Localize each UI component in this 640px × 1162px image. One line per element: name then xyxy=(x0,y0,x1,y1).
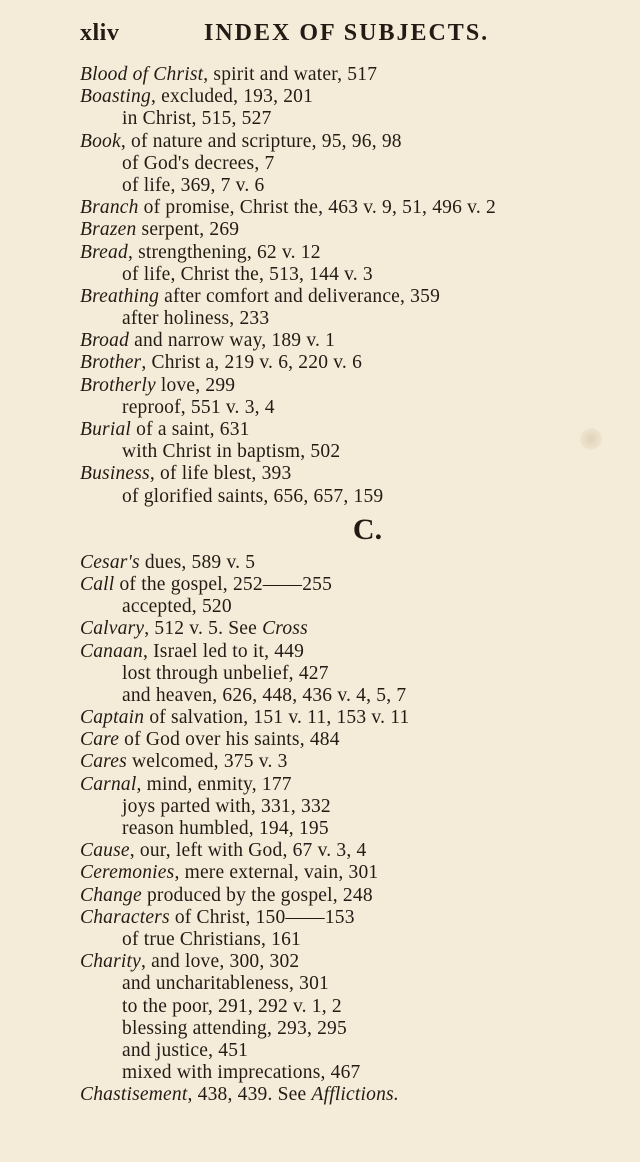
entry-references: of Christ, 150——153 xyxy=(169,906,355,928)
entry-references: , Christ a, 219 v. 6, 220 v. 6 xyxy=(141,352,363,374)
entry-term: Calvary xyxy=(80,618,145,640)
entry-term: Bread xyxy=(80,241,128,263)
entry-references: , our, left with God, 67 v. 3, 4 xyxy=(129,840,367,862)
entry-term: Care xyxy=(80,729,120,751)
index-entry xyxy=(80,707,625,729)
running-title: INDEX OF SUBJECTS. xyxy=(204,20,490,46)
entry-references: , 438, 439. See xyxy=(187,1084,312,1106)
index-entry xyxy=(80,552,625,574)
entry-references: serpent, 269 xyxy=(136,219,240,241)
index-entry xyxy=(80,219,625,241)
index-entry xyxy=(80,64,625,86)
entry-references: , Israel led to it, 449 xyxy=(142,640,305,662)
index-subentry: joys parted with, 331, 332 xyxy=(122,795,331,817)
index-subentry: of life, 369, 7 v. 6 xyxy=(122,174,265,196)
index-entry xyxy=(80,463,625,485)
entry-term: Boasting xyxy=(80,86,151,108)
index-subentry: and heaven, 626, 448, 436 v. 4, 5, 7 xyxy=(122,684,407,706)
entry-term: Business xyxy=(80,463,150,485)
index-subentry: of God's decrees, 7 xyxy=(122,152,275,174)
entry-references: after comfort and deliverance, 359 xyxy=(159,285,441,307)
index-entry xyxy=(80,574,625,596)
index-entry xyxy=(80,419,625,441)
entry-term: Change xyxy=(80,884,142,906)
entry-term: Breathing xyxy=(80,285,160,307)
entry-references: of the gospel, 252——255 xyxy=(114,573,333,595)
entry-term: Cesar's xyxy=(80,551,140,573)
entry-references: , of life blest, 393 xyxy=(149,463,292,485)
entry-references: dues, 589 v. 5 xyxy=(139,551,256,573)
cross-reference-term: Afflictions. xyxy=(311,1084,399,1106)
entry-term: Blood of Christ xyxy=(80,64,204,85)
entry-term: Branch xyxy=(80,197,139,219)
entry-term: Chastisement xyxy=(80,1084,188,1106)
entry-references: , strengthening, 62 v. 12 xyxy=(127,241,321,263)
letter-heading-c: C. xyxy=(352,512,383,546)
entry-term: Cause xyxy=(80,840,130,862)
entry-term: Cares xyxy=(80,751,127,773)
index-entry xyxy=(80,618,625,640)
index-entry xyxy=(80,86,625,108)
index-entry xyxy=(80,951,625,973)
entry-references: , of nature and scripture, 95, 96, 98 xyxy=(120,130,402,152)
index-entry xyxy=(80,862,625,884)
cross-reference-term: Cross xyxy=(262,618,308,640)
entry-references: of promise, Christ the, 463 v. 9, 51, 496 v. 2 xyxy=(138,197,496,219)
index-subentry: and uncharitableness, 301 xyxy=(122,973,329,995)
index-subentry: and justice, 451 xyxy=(122,1039,249,1061)
index-subentry: of glorified saints, 656, 657, 159 xyxy=(122,485,384,507)
index-entry xyxy=(80,286,625,308)
paper-stain xyxy=(580,428,602,450)
entry-term: Charity xyxy=(80,951,141,973)
entry-term: Captain xyxy=(80,707,145,729)
running-header xyxy=(80,18,620,52)
index-entry xyxy=(80,840,625,862)
index-subentry: with Christ in baptism, 502 xyxy=(122,441,341,463)
index-entry xyxy=(80,641,625,663)
entry-references: , spirit and water, 517 xyxy=(203,64,378,85)
index-entry xyxy=(80,1084,625,1106)
entry-term: Ceremonies xyxy=(80,862,175,884)
entry-references: , and love, 300, 302 xyxy=(141,951,300,973)
index-subentry: of life, Christ the, 513, 144 v. 3 xyxy=(122,263,373,285)
index-subentry: reason humbled, 194, 195 xyxy=(122,818,329,839)
index-subentry: accepted, 520 xyxy=(122,596,232,618)
index-entry xyxy=(80,197,625,219)
entry-references: , excluded, 193, 201 xyxy=(150,86,314,108)
entry-term: Burial xyxy=(80,419,132,440)
entry-references: and narrow way, 189 v. 1 xyxy=(129,330,336,352)
entry-term: Carnal xyxy=(80,773,137,795)
index-entry xyxy=(80,375,625,397)
entry-term: Book xyxy=(80,130,121,152)
entry-term: Brother xyxy=(80,352,142,374)
index-entry xyxy=(80,131,625,153)
index-subentry: in Christ, 515, 527 xyxy=(122,108,272,130)
entry-term: Characters xyxy=(80,906,170,928)
entry-references: of God over his saints, 484 xyxy=(119,729,340,751)
entry-references: of a saint, 631 xyxy=(131,419,250,440)
entry-references: love, 299 xyxy=(155,374,236,396)
index-entry xyxy=(80,729,625,751)
index-subentry: after holiness, 233 xyxy=(122,308,270,330)
index-section-b xyxy=(80,64,625,508)
entry-term: Call xyxy=(80,573,115,595)
entry-references: , mere external, vain, 301 xyxy=(174,862,379,884)
entry-term: Brotherly xyxy=(80,374,156,396)
index-entry xyxy=(80,352,625,374)
index-section-c xyxy=(80,552,625,1107)
entry-references: welcomed, 375 v. 3 xyxy=(126,751,288,773)
index-entry xyxy=(80,330,625,352)
index-entry xyxy=(80,242,625,264)
page-number: xliv xyxy=(80,20,120,46)
entry-references: , 512 v. 5. See xyxy=(144,618,263,640)
entry-term: Brazen xyxy=(80,219,137,241)
entry-references: of salvation, 151 v. 11, 153 v. 11 xyxy=(144,707,410,729)
index-entries xyxy=(80,64,625,1106)
entry-term: Canaan xyxy=(80,640,143,662)
index-entry xyxy=(80,885,625,907)
index-subentry: to the poor, 291, 292 v. 1, 2 xyxy=(122,995,342,1017)
entry-term: Broad xyxy=(80,330,130,352)
entry-references: , mind, enmity, 177 xyxy=(136,773,292,795)
index-entry xyxy=(80,751,625,773)
index-subentry: reproof, 551 v. 3, 4 xyxy=(122,396,275,418)
index-entry xyxy=(80,774,625,796)
index-subentry: blessing attending, 293, 295 xyxy=(122,1017,347,1039)
entry-references: produced by the gospel, 248 xyxy=(141,884,373,906)
index-subentry: mixed with imprecations, 467 xyxy=(122,1062,361,1084)
index-subentry: of true Christians, 161 xyxy=(122,928,301,950)
index-subentry: lost through unbelief, 427 xyxy=(122,662,329,684)
index-entry xyxy=(80,907,625,929)
